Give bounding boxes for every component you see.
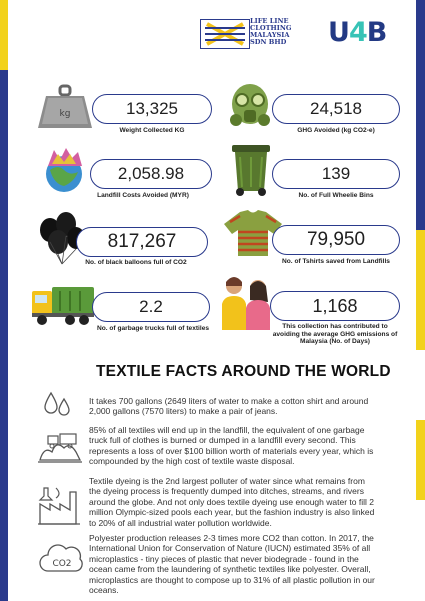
wheelie-bins-label: No. of Full Wheelie Bins [298, 192, 374, 199]
landfill-costs-label: Landfill Costs Avoided (MYR) [97, 192, 189, 199]
co2-cloud-icon [38, 541, 86, 582]
left-accent-bar [0, 0, 8, 601]
fact-water-usage: It takes 700 gallons (2649 liters of water to make a cotton shirt and around 2,000 gallons (7570 liters) to make a pair of jeans. [89, 396, 369, 417]
dye-factory-icon [36, 484, 82, 533]
lifeline-logo-mark [200, 19, 250, 49]
wheelie-bins-value: 139 [272, 159, 400, 189]
garbage-trucks-label: No. of garbage trucks full of textiles [96, 325, 210, 332]
svg-text:CO2: CO2 [52, 559, 72, 569]
water-drops-icon [42, 391, 72, 424]
ghg-avoided-label: GHG Avoided (kg CO2-e) [297, 127, 375, 134]
landfill-costs-value: 2,058.98 [90, 159, 212, 189]
black-balloons-value: 817,267 [76, 227, 208, 257]
fact-polyester: Polyester production releases 2-3 times more CO2 than cotton. In 2017, the International Union for Conservation of Nature (IUCN) estimated 35% of all microplastics - tiny pieces of plastic that never biodegrade - found in the ocean came from the laundering of synthetic textiles like polyester. Overall, microplastics are thought to compose up to 31% of all plastic pollution in our oceans. [89, 533, 375, 596]
right-yellow-accent-lower [416, 420, 425, 500]
tshirts-saved-value: 79,950 [272, 225, 400, 255]
ghg-avoided-value: 24,518 [272, 94, 400, 124]
garbage-trucks-value: 2.2 [92, 292, 210, 322]
weight-collected-label: Weight Collected KG [119, 127, 185, 134]
lifeline-company-name: LIFE LINE CLOTHING MALAYSIA SDN BHD [250, 17, 292, 46]
ghg-days-label: This collection has contributed to avoiding the average GHG emissions of Malaysia (No. of Days) [272, 323, 398, 345]
landfill-truck-icon [36, 430, 84, 475]
ghg-days-value: 1,168 [270, 291, 400, 321]
black-balloons-label: No. of black balloons full of CO2 [85, 259, 187, 266]
right-blue-accent [416, 0, 425, 230]
svg-text:kg: kg [59, 109, 71, 119]
left-yellow-accent [0, 0, 8, 70]
wheelie-bin-icon [228, 141, 274, 202]
right-yellow-accent [416, 230, 425, 350]
facts-title: TEXTILE FACTS AROUND THE WORLD [96, 363, 391, 380]
gas-mask-icon [226, 82, 274, 135]
weight-collected-value: 13,325 [92, 94, 212, 124]
fact-dyeing: Textile dyeing is the 2nd largest polluter of water since what remains from the dyeing process is frequently dumped into ditches, streams, and rivers around the globe. And not only does textile dyeing use enough water to fill 2 million Olympic-sized pools each year, but the fashion industry is also linked to 20% of all industrial water pollution worldwide. [89, 476, 375, 528]
u4b-logo: U4B [328, 17, 387, 48]
weight-icon [36, 84, 94, 135]
fact-landfill: 85% of all textiles will end up in the landfill, the equivalent of one garbage truck full of clothes is burned or dumped in a landfill every second. This represents a loss of over $100 billion worth of materials every year, which is compounded by the high cost of textile waste disposal. [89, 425, 374, 467]
tshirts-saved-label: No. of Tshirts saved from Landfills [282, 258, 390, 265]
landfill-globe-icon [38, 146, 90, 199]
